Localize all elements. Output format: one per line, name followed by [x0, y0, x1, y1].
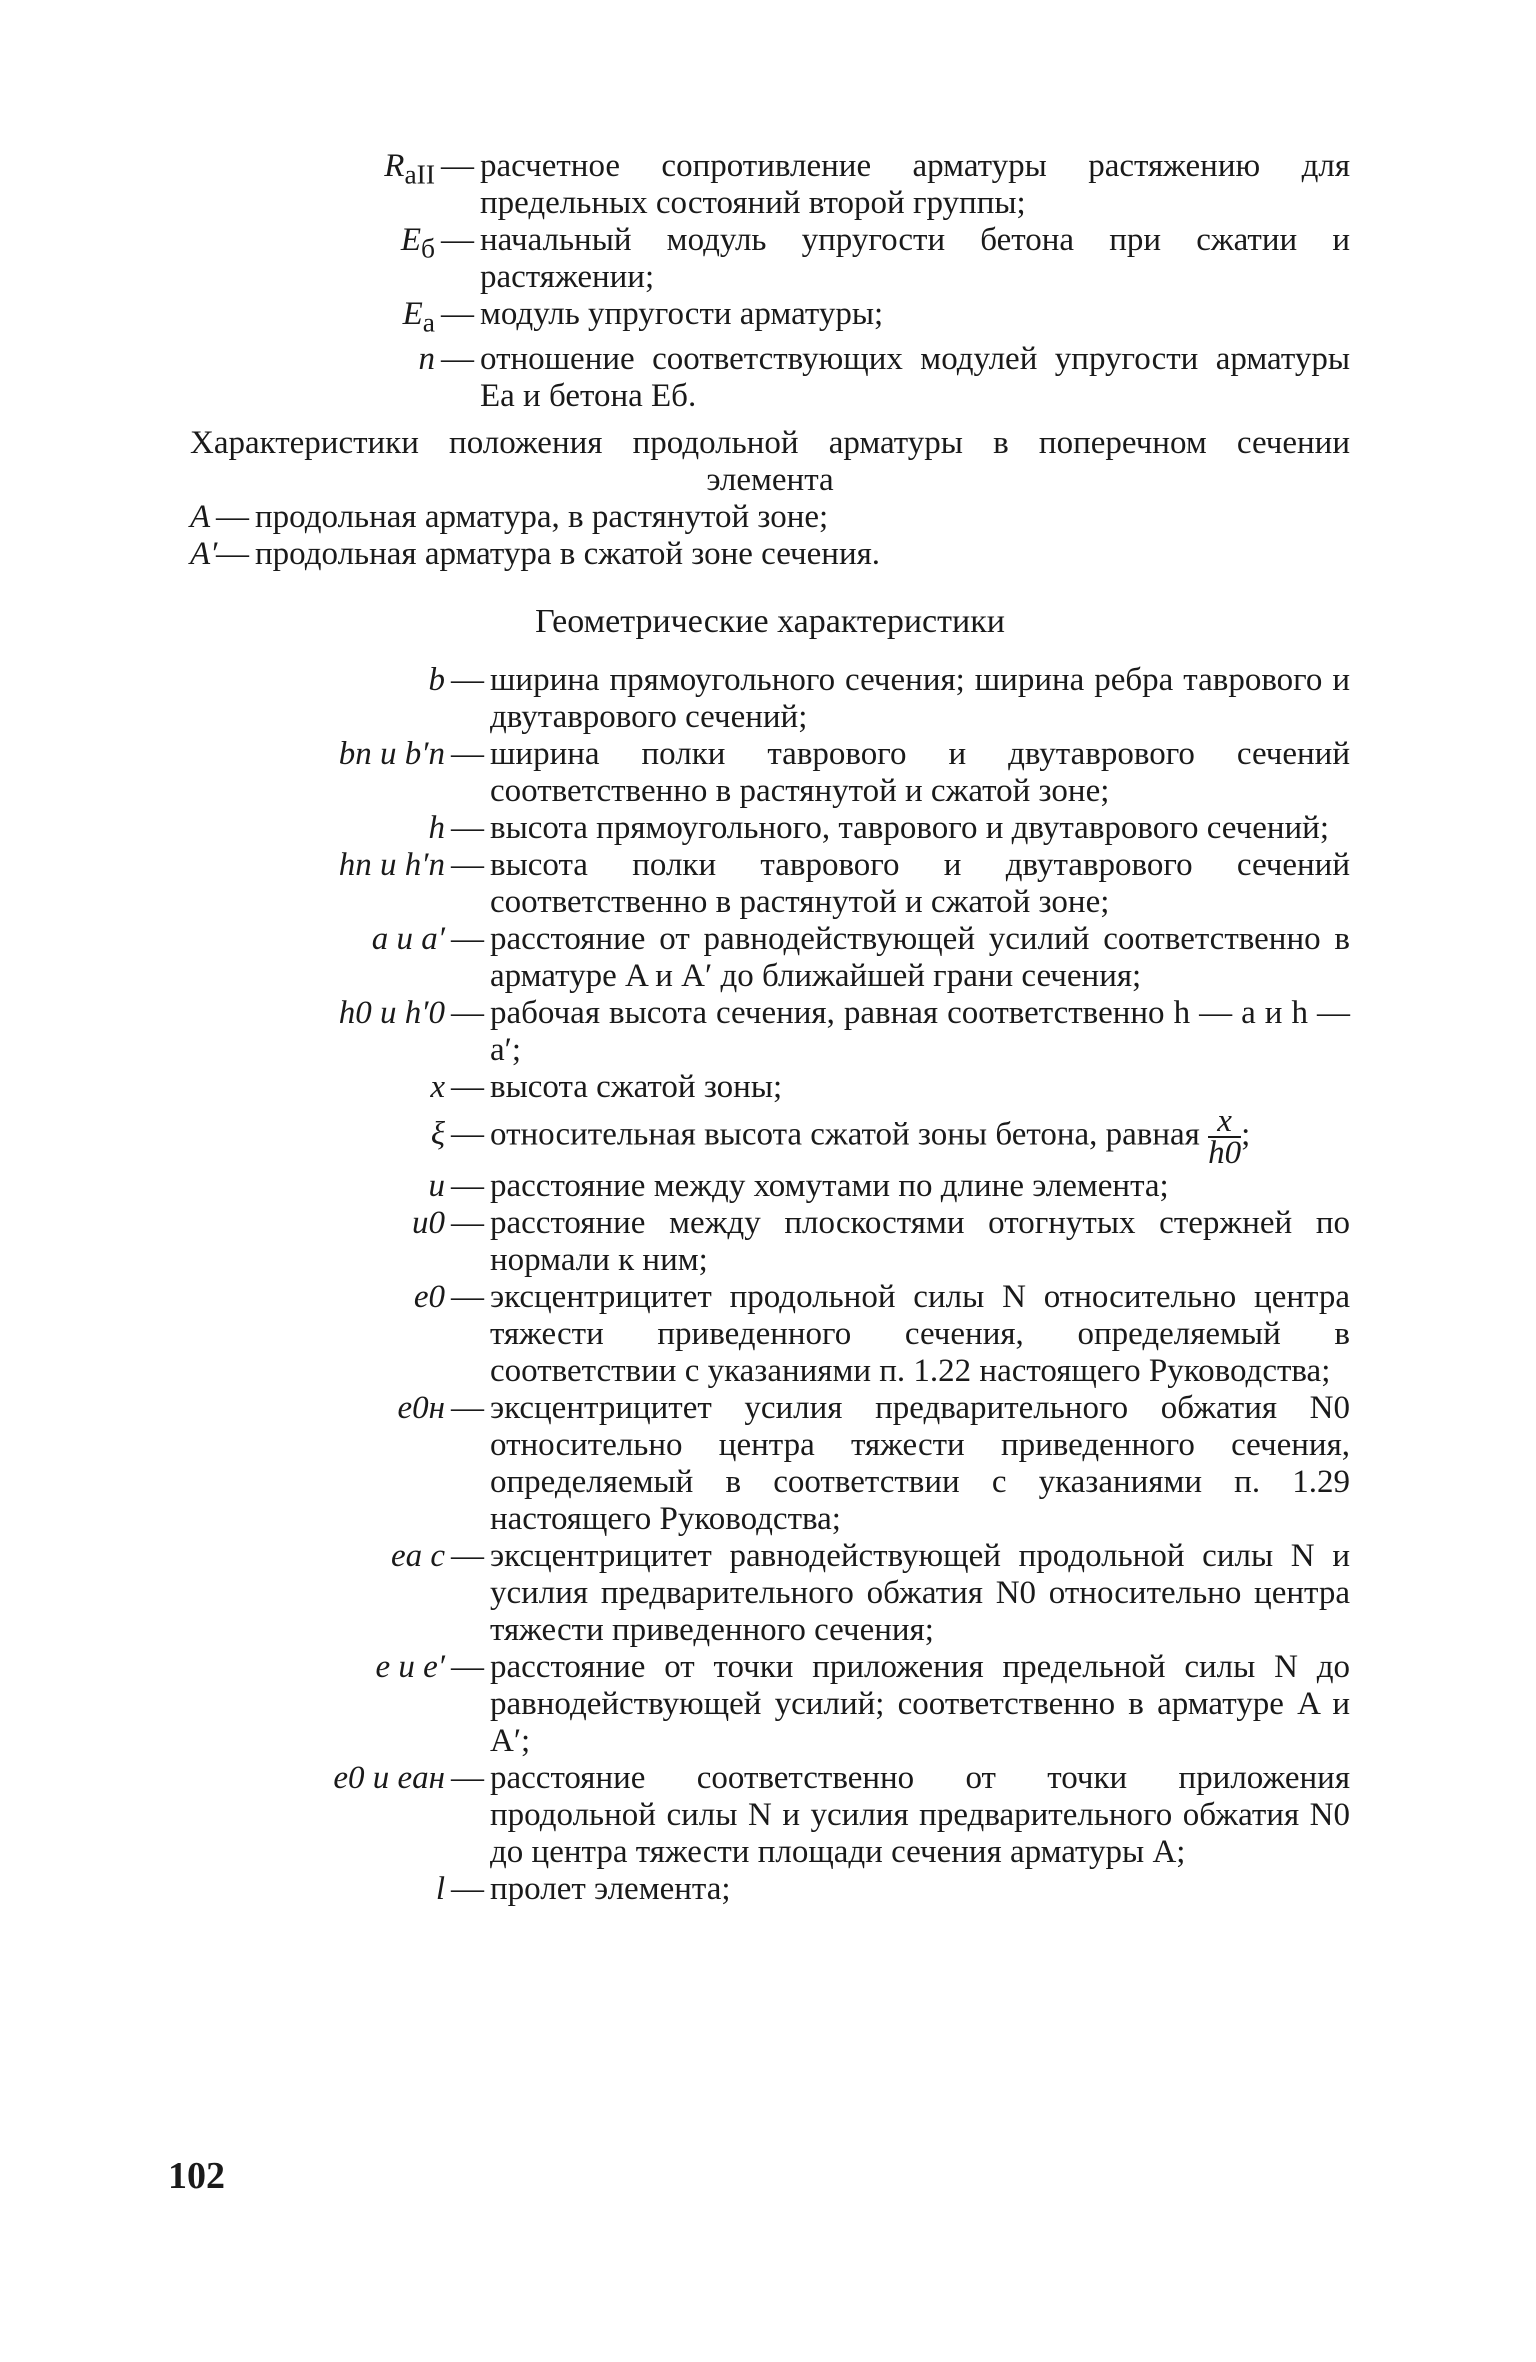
symbol: e и e′: [375, 1648, 445, 1685]
definition: ширина полки таврового и двутаврового сечений соответственно в растянутой и сжатой зоне;: [490, 735, 1350, 809]
symbol: hп и h′п: [338, 846, 445, 883]
entry-a-distance: a и a′ — расстояние от равнодействующей усилий соответственно в арматуре A и A′ до ближайшей грани сечения;: [190, 921, 1350, 995]
entry-eac: eа с — эксцентрицитет равнодействующей продольной силы N и усилия предварительного обжатия N0 относительно центра тяжести приведенного сечения;: [190, 1538, 1350, 1649]
definition: рабочая высота сечения, равная соответственно h — a и h — a′;: [490, 994, 1350, 1068]
entry-h-flange: hп и h′п — высота полки таврового и двутаврового сечений соответственно в растянутой и сжатой зоне;: [190, 847, 1350, 921]
entry-e0n: e0н — эксцентрицитет усилия предварительного обжатия N0 относительно центра тяжести приведенного сечения, определяемый в соответствии с указаниями п. 1.29 настоящего Руководства;: [190, 1390, 1350, 1538]
symbol: A′: [190, 535, 218, 572]
definition: расстояние между хомутами по длине элемента;: [490, 1167, 1169, 1204]
definition: высота прямоугольного, таврового и двутаврового сечений;: [490, 809, 1329, 846]
fraction: $\frac{x}{h0}$: [1208, 1102, 1242, 1171]
definition: продольная арматура в сжатой зоне сечения.: [255, 535, 881, 572]
definition: эксцентрицитет продольной силы N относительно центра тяжести приведенного сечения, определяемый в соответствии с указаниями п. 1.22 настоящего Руководства;: [490, 1278, 1350, 1389]
definition: расстояние от точки приложения предельной силы N до равнодействующей усилий; соответственно в арматуре A и A′;: [490, 1648, 1350, 1759]
notation-group-geometry: [190, 662, 1350, 1908]
symbol: $R_{aII}$: [384, 148, 435, 190]
definition: отношение соответствующих модулей упругости арматуры Eа и бетона Eб.: [480, 340, 1350, 414]
definition: эксцентрицитет усилия предварительного обжатия N0 относительно центра тяжести приведенного сечения, определяемый в соответствии с указаниями п. 1.29 настоящего Руководства;: [490, 1389, 1350, 1537]
text-body: [190, 148, 1350, 1908]
entry-r-aii: $R_{aII}$ — расчетное сопротивление арматуры растяжению для предельных состояний второй группы;: [190, 148, 1350, 222]
entry-e-distance: e и e′ — расстояние от точки приложения предельной силы N до равнодействующей усилий; соответственно в арматуре A и A′;: [190, 1649, 1350, 1760]
definition: ширина прямоугольного сечения; ширина ребра таврового и двутаврового сечений;: [490, 661, 1350, 735]
page-number: 102: [168, 2155, 225, 2197]
symbol: e0н: [397, 1389, 445, 1426]
entry-a: A — продольная арматура, в растянутой зоне;: [190, 499, 1350, 536]
definition: расстояние между плоскостями отогнутых стержней по нормали к ним;: [490, 1204, 1350, 1278]
symbol: e0 и eан: [333, 1759, 445, 1796]
section-heading-geometry: Геометрические характеристики: [535, 602, 1005, 640]
symbol: u0: [412, 1204, 445, 1241]
symbol: $E_б$: [400, 222, 435, 264]
symbol: b: [428, 661, 445, 698]
symbol: ξ: [430, 1116, 445, 1153]
symbol: a и a′: [371, 920, 445, 957]
definition: расчетное сопротивление арматуры растяжению для предельных состояний второй группы;: [480, 148, 1350, 221]
entry-b: b — ширина прямоугольного сечения; ширина ребра таврового и двутаврового сечений;: [190, 662, 1350, 736]
symbol: l: [435, 1870, 445, 1907]
entry-xi: ξ — относительная высота сжатой зоны бетона, равная $\frac{x}{h0}$ ;: [190, 1106, 1350, 1168]
entry-u: u — расстояние между хомутами по длине элемента;: [190, 1168, 1350, 1205]
symbol: A: [190, 498, 211, 535]
symbol: h: [428, 809, 445, 846]
entry-e0-ean: e0 и eан — расстояние соответственно от точки приложения продольной силы N и усилия предварительного обжатия N0 до центра тяжести площади сечения арматуры A;: [190, 1760, 1350, 1871]
definition: начальный модуль упругости бетона при сжатии и растяжении;: [480, 222, 1350, 295]
entry-l: l — пролет элемента;: [190, 1871, 1350, 1908]
definition: расстояние от равнодействующей усилий соответственно в арматуре A и A′ до ближайшей грани сечения;: [490, 920, 1350, 994]
section-heading-position: Характеристики положения продольной арматуры в поперечном сечении элемента: [190, 424, 1350, 498]
notation-group-strength: [190, 148, 1350, 415]
symbol: x: [430, 1068, 445, 1105]
entry-h0: h0 и h′0 — рабочая высота сечения, равная соответственно h — a и h — a′;: [190, 995, 1350, 1069]
definition: относительная высота сжатой зоны бетона, равная $\frac{x}{h0}$ ;: [490, 1102, 1251, 1171]
symbol: bп и b′п: [338, 735, 445, 772]
entry-u0: u0 — расстояние между плоскостями отогнутых стержней по нормали к ним;: [190, 1205, 1350, 1279]
definition: высота сжатой зоны;: [490, 1068, 783, 1105]
definition: пролет элемента;: [490, 1870, 731, 1907]
symbol: u: [428, 1167, 445, 1204]
definition: модуль упругости арматуры;: [480, 296, 884, 332]
entry-a-prime: A′ — продольная арматура в сжатой зоне сечения.: [190, 536, 1350, 573]
definition: эксцентрицитет равнодействующей продольной силы N и усилия предварительного обжатия N0 относительно центра тяжести приведенного сечения;: [490, 1537, 1350, 1648]
entry-e-b: $E_б$ — начальный модуль упругости бетона при сжатии и растяжении;: [190, 222, 1350, 296]
entry-e0: e0 — эксцентрицитет продольной силы N относительно центра тяжести приведенного сечения, определяемый в соответствии с указаниями п. 1.22 настоящего Руководства;: [190, 1279, 1350, 1390]
entry-b-flange: bп и b′п — ширина полки таврового и двутаврового сечений соответственно в растянутой и сжатой зоне;: [190, 736, 1350, 810]
definition: высота полки таврового и двутаврового сечений соответственно в растянутой и сжатой зоне;: [490, 846, 1350, 920]
symbol: eа с: [390, 1537, 445, 1574]
entry-n: n — отношение соответствующих модулей упругости арматуры Eа и бетона Eб.: [190, 341, 1350, 415]
entry-h: h — высота прямоугольного, таврового и двутаврового сечений;: [190, 810, 1350, 847]
symbol: h0 и h′0: [338, 994, 445, 1031]
entry-x: x — высота сжатой зоны;: [190, 1069, 1350, 1106]
definition: продольная арматура, в растянутой зоне;: [255, 498, 829, 535]
entry-e-a: $E_a$ — модуль упругости арматуры;: [190, 296, 1350, 341]
symbol: n: [418, 340, 435, 377]
definition: расстояние соответственно от точки приложения продольной силы N и усилия предварительного обжатия N0 до центра тяжести площади сечения арматуры A;: [490, 1759, 1350, 1870]
symbol: $E_a$: [402, 296, 435, 338]
symbol: e0: [413, 1278, 445, 1315]
notation-group-position: [190, 499, 1350, 573]
